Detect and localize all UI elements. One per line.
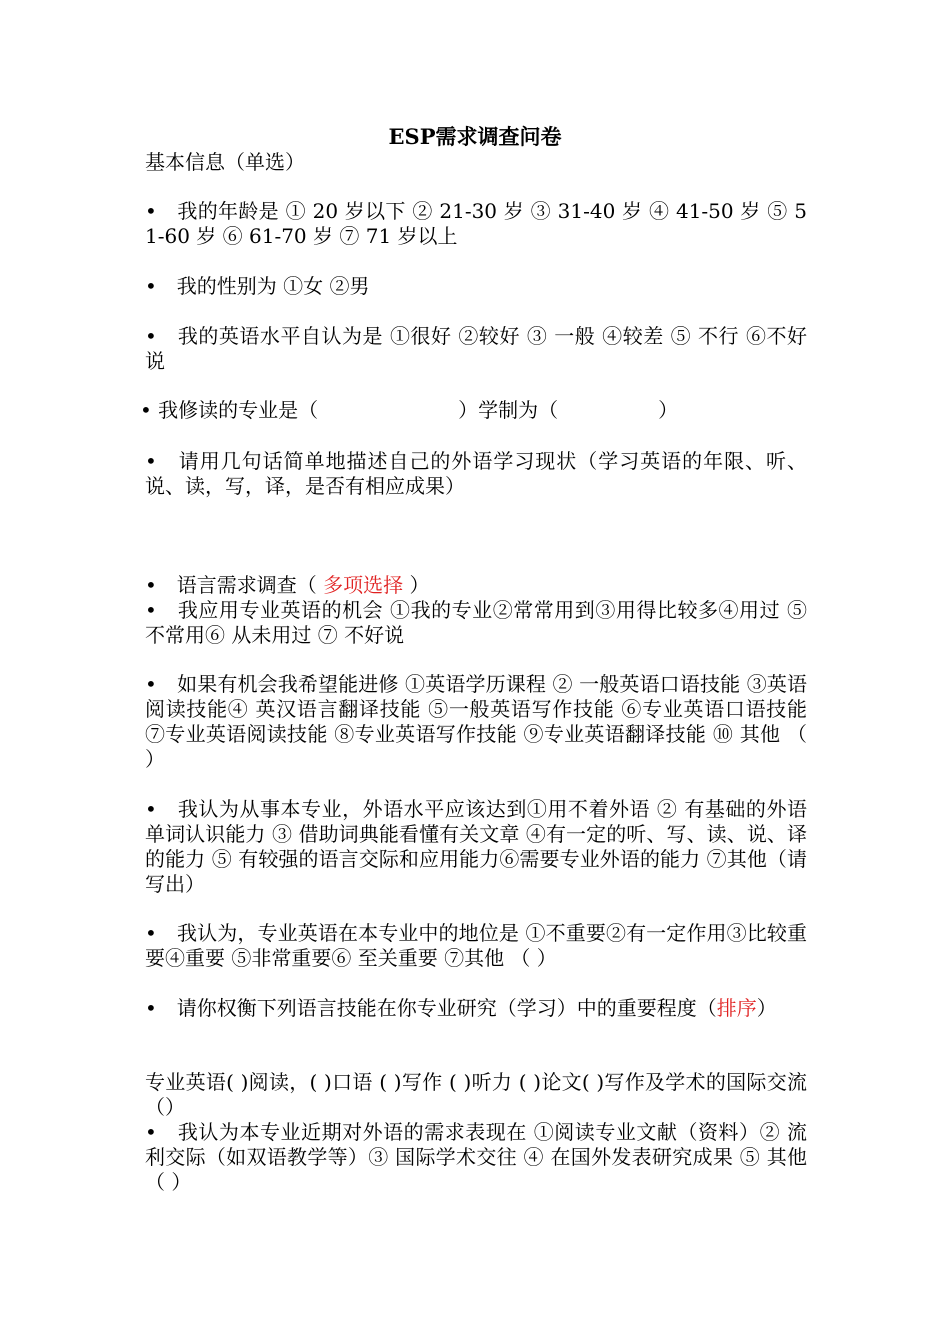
multiple-choice-note: 多项选择 [323,573,404,597]
question-usage-chance: • 我应用专业英语的机会 ①我的专业②常常用到③用得比较多④用过 ⑤不常用⑥ 从未用过 ⑦ 不好说 [145,598,807,647]
question-gender: • 我的性别为 ①女 ②男 [145,274,370,298]
rank-question-prefix: • 请你权衡下列语言技能在你专业研究（学习）中的重要程度（ [145,996,717,1020]
question-rank-skills [145,996,807,1021]
section-language-needs-heading [145,573,807,598]
question-status: • 我认为，专业英语在本专业中的地位是 ①不重要②有一定作用③比较重要④重要 ⑤非常重要⑥ 至关重要 ⑦其他 （ ） [145,921,807,970]
rank-question-suffix: ） [756,996,777,1020]
question-further-study: • 如果有机会我希望能进修 ①英语学历课程 ② 一般英语口语技能 ③英语阅读技能④ 英汉语言翻译技能 ⑤一般英语写作技能 ⑥专业英语口语技能 ⑦专业英语阅读技能 ⑧专业英语写作技能 ⑨专业英语翻译技能 ⑩ 其他 （ ） [145,672,814,771]
section-basic-info-heading: 基本信息（单选） [145,150,305,174]
section-heading-suffix: ） [403,573,430,597]
rank-note: 排序 [716,996,757,1020]
question-english-level: • 我的英语水平自认为是 ①很好 ②较好 ③ 一般 ④较差 ⑤ 不行 ⑥不好说 [145,324,807,373]
page-title: ESP需求调查问卷 [388,124,562,149]
section-heading-prefix: • 语言需求调查（ [145,573,324,597]
question-describe-study: • 请用几句话简单地描述自己的外语学习现状（学习英语的年限、听、说、读，写，译，是否有相应成果） [145,449,807,498]
question-required-level: • 我认为从事本专业，外语水平应该达到①用不着外语 ② 有基础的外语单词认识能力 ③ 借助词典能看懂有关文章 ④有一定的听、写、读、说、译的能力 ⑤ 有较强的语言交际和应用能力⑥需要专业外语的能力 ⑦其他（请写出） [145,797,807,896]
rank-items: 专业英语( )阅读，( )口语 ( )写作 ( )听力 ( )论文( )写作及学术的国际交流 （） [145,1070,814,1119]
question-age: • 我的年龄是 ① 20 岁以下 ② 21-30 岁 ③ 31-40 岁 ④ 41-50 岁 ⑤ 51-60 岁 ⑥ 61-70 岁 ⑦ 71 岁以上 [145,199,807,248]
question-major: • 我修读的专业是（ ）学制为（ ） [140,398,679,422]
question-demand: • 我认为本专业近期对外语的需求表现在 ①阅读专业文献（资料）② 流利交际（如双语教学等）③ 国际学术交往 ④ 在国外发表研究成果 ⑤ 其他 （ ） [145,1120,814,1194]
